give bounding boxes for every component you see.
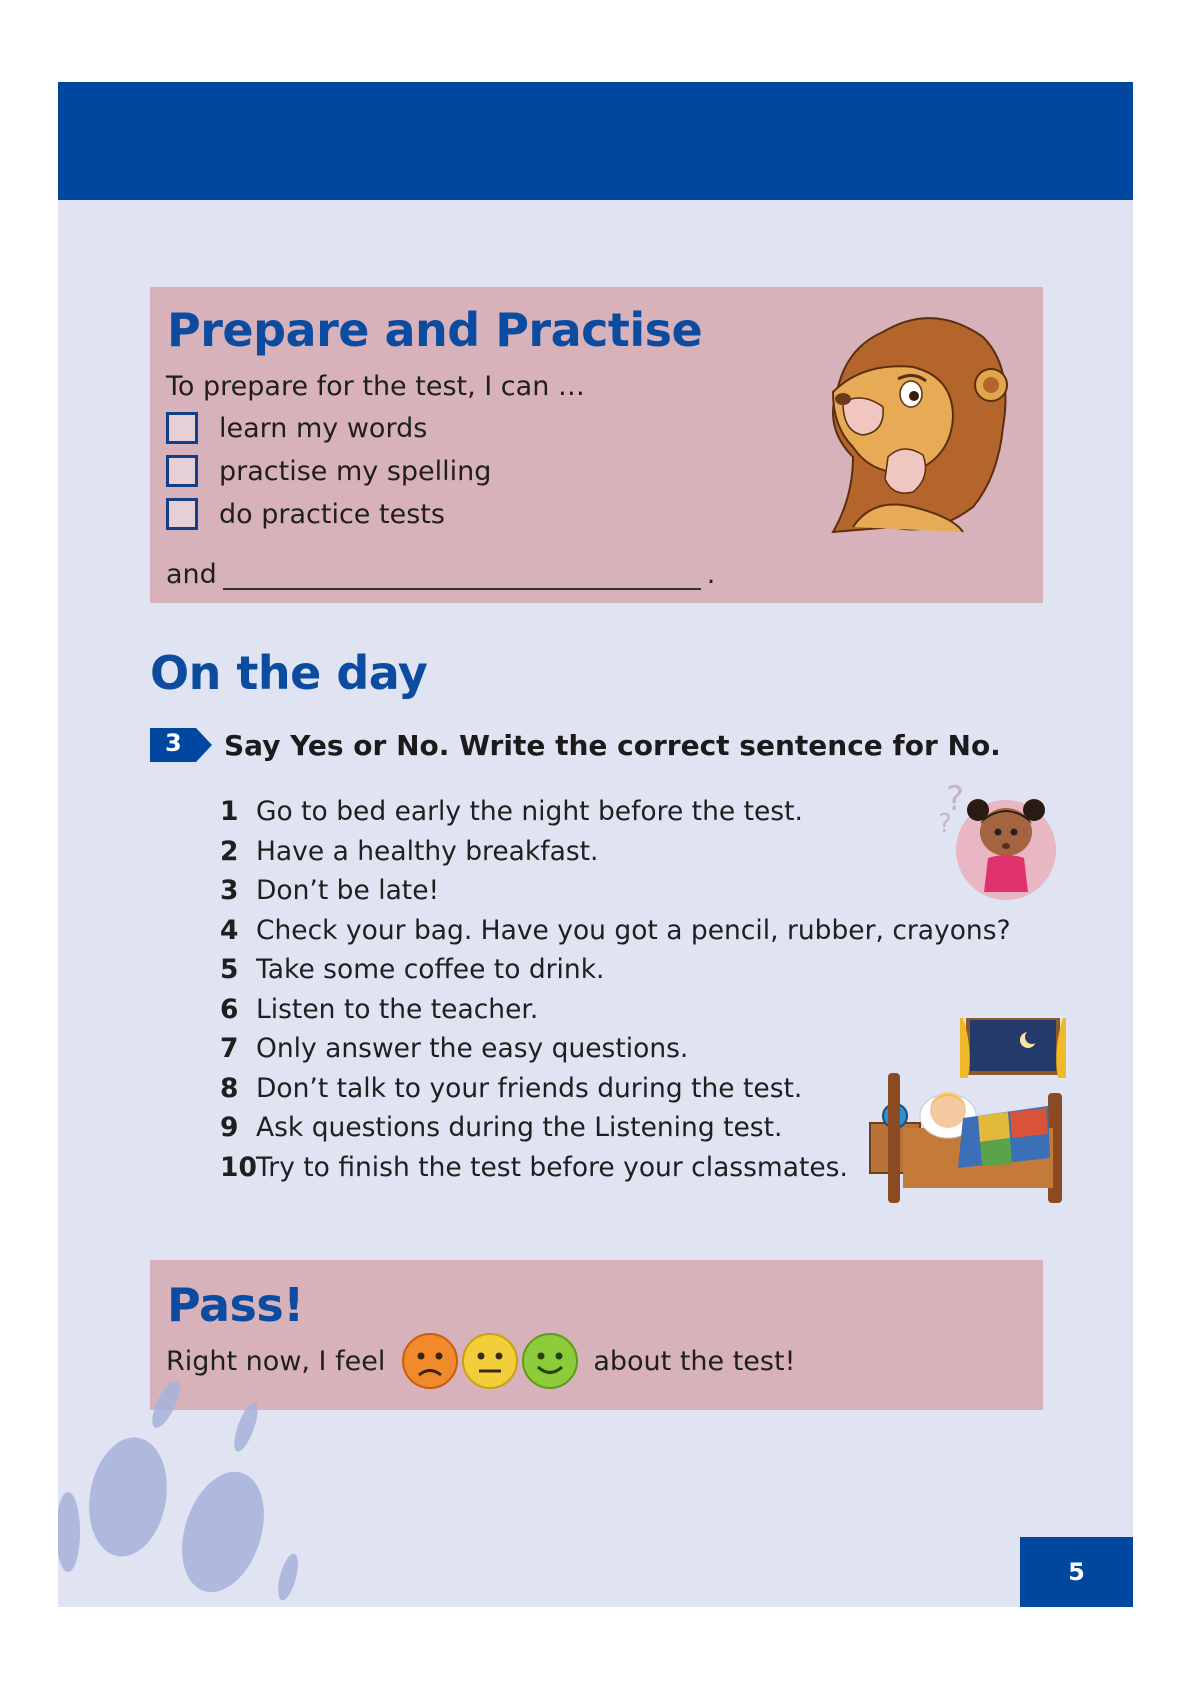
checkbox[interactable]: [166, 412, 198, 444]
write-in-line: [166, 559, 715, 590]
item-number: 10: [220, 1151, 257, 1183]
checklist-label: practise my spelling: [219, 455, 492, 487]
task-instruction-row: [150, 728, 1001, 762]
list-item: [220, 950, 1011, 990]
task-number-badge: [150, 728, 212, 762]
feel-prefix: Right now, I feel: [166, 1345, 386, 1377]
item-number: 5: [220, 954, 239, 986]
prepare-intro: To prepare for the test, I can …: [166, 371, 585, 402]
svg-text:?: ?: [938, 809, 952, 839]
item-number: 7: [220, 1033, 239, 1065]
page: [58, 82, 1133, 1607]
task-instruction: Say Yes or No. Write the correct sentence for No.: [224, 728, 1001, 762]
item-text: Take some coffee to drink.: [256, 954, 605, 986]
checklist-item[interactable]: [166, 451, 491, 491]
page-number: 5: [1020, 1537, 1133, 1607]
item-text: Try to finish the test before your classmates.: [256, 1151, 848, 1183]
end-punct: .: [706, 559, 716, 590]
checklist-item[interactable]: [166, 408, 427, 448]
prepare-practise-box: [150, 287, 1043, 603]
item-text: Listen to the teacher.: [256, 993, 539, 1025]
happy-face-icon[interactable]: [521, 1332, 579, 1390]
item-number: 4: [220, 914, 239, 946]
item-text: Don’t talk to your friends during the test.: [256, 1072, 803, 1104]
list-item: [220, 871, 1011, 911]
item-number: 1: [220, 796, 239, 828]
sleeping-child-illustration: [868, 1018, 1078, 1208]
girl-thinking-illustration: [936, 772, 1056, 902]
header-bar: [58, 82, 1133, 200]
item-number: 3: [220, 875, 239, 907]
item-number: 9: [220, 1112, 239, 1144]
item-text: Check your bag. Have you got a pencil, rubber, crayons?: [256, 914, 1011, 946]
and-label: and: [166, 559, 217, 590]
list-item: [220, 792, 1011, 832]
blank-answer-line[interactable]: [223, 562, 701, 590]
prepare-title: Prepare and Practise: [167, 303, 703, 357]
checklist-label: do practice tests: [219, 498, 445, 530]
list-item: [220, 911, 1011, 951]
item-number: 2: [220, 835, 239, 867]
checklist-label: learn my words: [219, 412, 428, 444]
svg-text:?: ?: [946, 779, 965, 819]
lion-thinking-illustration: [813, 307, 1023, 542]
item-number: 8: [220, 1072, 239, 1104]
item-text: Ask questions during the Listening test.: [256, 1112, 783, 1144]
face-options: [401, 1332, 581, 1390]
task-number: 3: [165, 729, 182, 757]
on-the-day-title: On the day: [150, 646, 428, 700]
list-item: [220, 832, 1011, 872]
feel-suffix: about the test!: [593, 1345, 796, 1377]
checkbox[interactable]: [166, 498, 198, 530]
item-text: Go to bed early the night before the test.: [256, 796, 803, 828]
item-number: 6: [220, 993, 239, 1025]
neutral-face-icon[interactable]: [461, 1332, 519, 1390]
item-text: Don’t be late!: [256, 875, 440, 907]
item-text: Only answer the easy questions.: [256, 1033, 689, 1065]
checkbox[interactable]: [166, 455, 198, 487]
sad-face-icon[interactable]: [401, 1332, 459, 1390]
item-text: Have a healthy breakfast.: [256, 835, 599, 867]
checklist-item[interactable]: [166, 494, 445, 534]
pass-title: Pass!: [167, 1278, 304, 1332]
paw-print-decoration: [58, 1382, 318, 1607]
